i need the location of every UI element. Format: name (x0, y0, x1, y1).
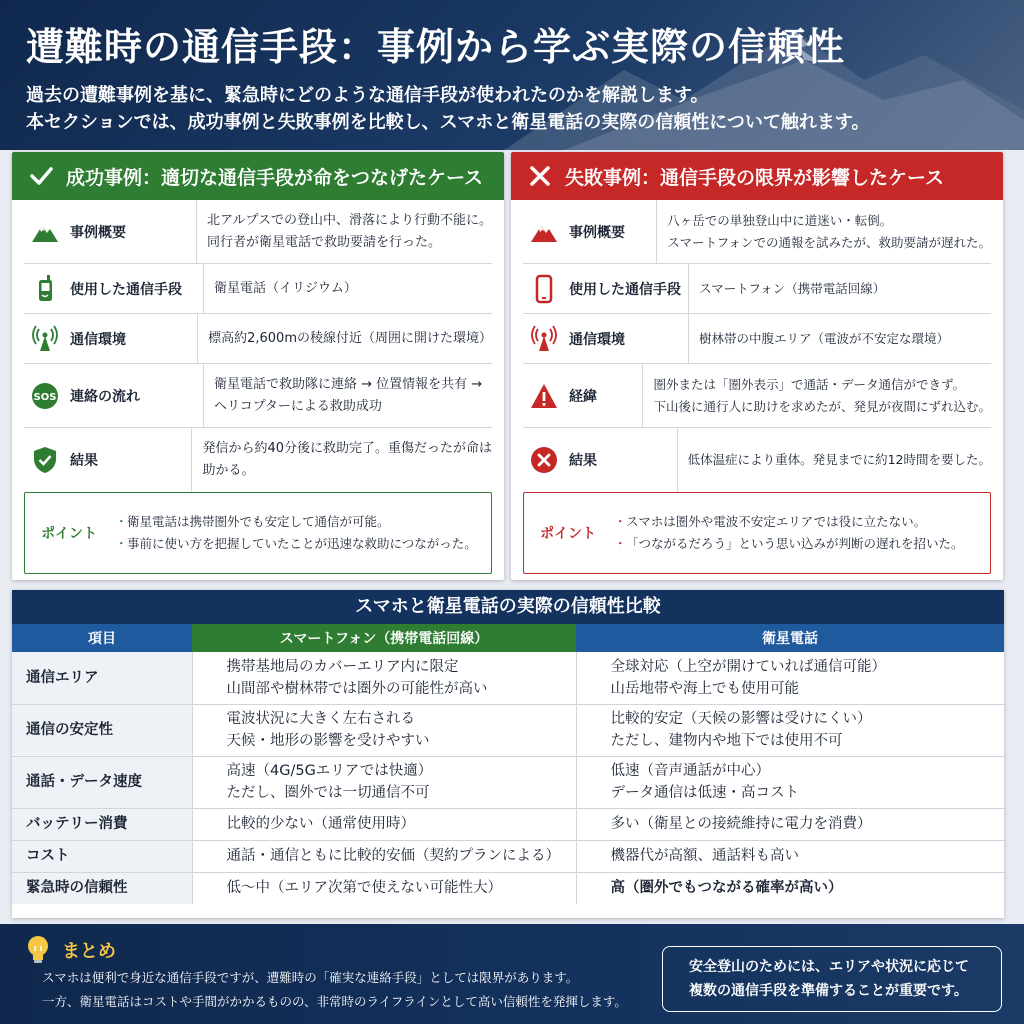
point-label: ポイント (41, 526, 97, 542)
smartphone-cell: 比較的少ない（通常使用時） (192, 808, 576, 840)
satellite-phone-icon (30, 274, 60, 304)
failure-case-panel (511, 152, 1003, 580)
header-banner (0, 0, 1024, 150)
safety-tip-box (662, 946, 1002, 1012)
point-label: ポイント (540, 526, 596, 542)
sos-icon (30, 381, 60, 411)
table-row (12, 652, 1004, 704)
case-row-label: 事例概要 (70, 224, 126, 241)
warning-icon (529, 381, 559, 411)
failure-point-box (523, 492, 991, 574)
success-case-panel (12, 152, 504, 580)
satellite-cell: 低速（音声通話が中心） データ通信は低速・高コスト (576, 756, 1004, 808)
summary-line: 一方、衛星電話はコストや手間がかかるものの、非常時のライフラインとして高い信頼性を発揮します。 (42, 994, 627, 1009)
column-header: 衛星電話 (576, 624, 1004, 652)
case-row-label: 経緯 (569, 388, 597, 405)
case-row-label: 通信環境 (70, 331, 126, 348)
satellite-cell: 機器代が高額、通話料も高い (576, 840, 1004, 872)
comparison-table (12, 624, 1004, 904)
summary-text (42, 966, 627, 1014)
case-row (24, 364, 492, 428)
intro-line: 過去の遭難事例を基に、緊急時にどのような通信手段が使われたのかを解説します。 (26, 85, 709, 106)
case-row (523, 364, 991, 428)
success-case-header (12, 152, 504, 200)
mountain-icon (529, 217, 559, 247)
table-row (12, 840, 1004, 872)
point-list (115, 511, 477, 555)
case-row-label: 事例概要 (569, 224, 625, 241)
tip-line: 安全登山のためには、エリアや状況に応じて (689, 959, 969, 975)
case-row-value: 低体温症により重体。発見までに約12時間を要した。 (687, 452, 991, 467)
case-row-value: 標高約2,600mの稜線付近（周囲に開けた環境） (208, 330, 492, 346)
point-item: ・衛星電話は携帯圏外でも安定して通信が可能。 (115, 514, 390, 529)
failure-case-header (511, 152, 1003, 200)
antenna-icon (529, 324, 559, 354)
smartphone-cell: 通話・通信ともに比較的安価（契約プランによる） (192, 840, 576, 872)
row-item: 通信エリア (12, 652, 192, 704)
case-row (523, 428, 991, 492)
column-header: 項目 (12, 624, 192, 652)
row-item: コスト (12, 840, 192, 872)
cross-circle-icon (529, 445, 559, 475)
comparison-section (12, 590, 1004, 918)
smartphone-icon (529, 274, 559, 304)
smartphone-cell: 電波状況に大きく左右される 天候・地形の影響を受けやすい (192, 704, 576, 756)
lightbulb-icon (24, 934, 52, 966)
case-row-label: 結果 (569, 453, 597, 469)
summary-title: まとめ (62, 941, 116, 962)
mountain-icon (30, 217, 60, 247)
point-item: ・事前に使い方を把握していたことが迅速な救助につながった。 (115, 536, 477, 551)
failure-case-title: 失敗事例：通信手段の限界が影響したケース (565, 166, 945, 189)
case-row-label: 使用した通信手段 (70, 281, 182, 298)
column-header: スマートフォン（携帯電話回線） (192, 624, 576, 652)
case-row (24, 264, 492, 314)
case-row-value: 樹林帯の中腹エリア（電波が不安定な環境） (699, 330, 950, 346)
case-row (523, 264, 991, 314)
intro-text (26, 82, 869, 136)
page-title: 遭難時の通信手段：事例から学ぶ実際の信頼性 (26, 25, 846, 69)
smartphone-cell: 携帯基地局のカバーエリア内に限定 山間部や樹林帯では圏外の可能性が高い (192, 652, 576, 704)
cross-icon (527, 163, 553, 189)
satellite-cell: 全球対応（上空が開けていれば通信可能） 山岳地帯や海上でも使用可能 (576, 652, 1004, 704)
satellite-cell: 比較的安定（天候の影響は受けにくい） ただし、建物内や地下では使用不可 (576, 704, 1004, 756)
smartphone-cell: 低〜中（エリア次第で使えない可能性大） (192, 872, 576, 904)
table-row (12, 756, 1004, 808)
case-row-label: 通信環境 (569, 331, 625, 348)
case-row-value: スマートフォン（携帯電話回線） (699, 280, 886, 296)
case-row-label: 結果 (70, 453, 98, 469)
point-item: ・「つながるだろう」という思い込みが判断の遅れを招いた。 (614, 536, 964, 551)
summary-footer (0, 924, 1024, 1024)
case-row (24, 428, 492, 492)
case-row (24, 314, 492, 364)
row-item: 緊急時の信頼性 (12, 872, 192, 904)
table-header-row (12, 624, 1004, 652)
case-row (523, 314, 991, 364)
case-row-value: 衛星電話（イリジウム） (214, 280, 357, 296)
case-row-value: 圏外または「圏外表示」で通話・データ通信ができず。 下山後に通行人に助けを求めたが、発見が夜間にずれ込む。 (653, 376, 991, 414)
comparison-title: スマホと衛星電話の実際の信頼性比較 (12, 590, 1004, 624)
row-item: バッテリー消費 (12, 808, 192, 840)
shield-check-icon (30, 445, 60, 475)
case-row-value: 発信から約40分後に救助完了。重傷だったが命は 助かる。 (202, 441, 492, 478)
summary-line: スマホは便利で身近な通信手段ですが、遭難時の「確実な連絡手段」としては限界があります。 (42, 970, 579, 985)
case-row-value: 衛星電話で救助隊に連絡 → 位置情報を共有 → ヘリコプターによる救助成功 (214, 376, 483, 414)
satellite-cell: 多い（衛星との接続維持に電力を消費） (576, 808, 1004, 840)
row-item: 通信の安定性 (12, 704, 192, 756)
smartphone-cell: 高速（4G/5Gエリアでは快適） ただし、圏外では一切通信不可 (192, 756, 576, 808)
success-point-box (24, 492, 492, 574)
case-row-value: 北アルプスでの登山中、滑落により行動不能に。 同行者が衛星電話で救助要請を行った。 (207, 212, 492, 250)
case-row (24, 200, 492, 264)
tip-line: 複数の通信手段を準備することが重要です。 (689, 983, 968, 999)
case-row (523, 200, 991, 264)
table-row (12, 872, 1004, 904)
case-row-label: 使用した通信手段 (569, 281, 681, 298)
point-list (614, 511, 964, 555)
check-icon (28, 163, 54, 189)
table-row (12, 704, 1004, 756)
case-row-label: 連絡の流れ (70, 388, 140, 405)
antenna-icon (30, 324, 60, 354)
svg-text:SOS: SOS (33, 391, 57, 403)
satellite-cell: 高（圏外でもつながる確率が高い） (610, 880, 843, 897)
case-row-value: 八ヶ岳での単独登山中に道迷い・転倒。 スマートフォンでの通報を試みたが、救助要請が遅れた。 (667, 212, 991, 250)
point-item: ・スマホは圏外や電波不安定エリアでは役に立たない。 (614, 514, 927, 529)
intro-line: 本セクションでは、成功事例と失敗事例を比較し、スマホと衛星電話の実際の信頼性について触れます。 (26, 112, 870, 133)
row-item: 通話・データ速度 (12, 756, 192, 808)
table-row (12, 808, 1004, 840)
success-case-title: 成功事例：適切な通信手段が命をつなげたケース (66, 166, 484, 189)
